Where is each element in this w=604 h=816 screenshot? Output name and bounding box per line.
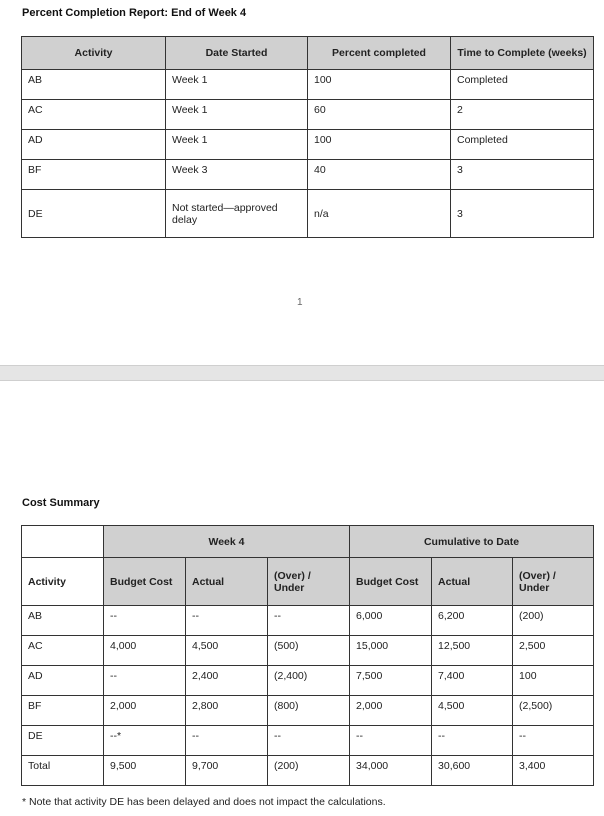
header-cum-actual: Actual bbox=[432, 558, 513, 606]
cell-week-over-under: (2,400) bbox=[268, 666, 350, 696]
cell-week-budget-cost: -- bbox=[104, 606, 186, 636]
cell-activity: AD bbox=[22, 130, 166, 160]
table-row bbox=[22, 130, 594, 160]
cell-cum-budget-cost: 6,000 bbox=[350, 606, 432, 636]
completion-report-title: Percent Completion Report: End of Week 4 bbox=[22, 7, 247, 19]
cell-cum-over-under: 3,400 bbox=[513, 756, 594, 786]
page-number: 1 bbox=[297, 297, 303, 308]
cell-activity: AB bbox=[22, 70, 166, 100]
cell-cum-actual: 7,400 bbox=[432, 666, 513, 696]
cell-week-actual: 9,700 bbox=[186, 756, 268, 786]
percent-completion-table bbox=[21, 36, 594, 238]
cell-date-started: Week 3 bbox=[166, 160, 308, 190]
header-week-4: Week 4 bbox=[104, 526, 350, 558]
cell-week-over-under: -- bbox=[268, 606, 350, 636]
cell-cum-actual: -- bbox=[432, 726, 513, 756]
cell-cum-over-under: 2,500 bbox=[513, 636, 594, 666]
cell-percent: 60 bbox=[308, 100, 451, 130]
cell-cum-budget-cost: 2,000 bbox=[350, 696, 432, 726]
cell-week-over-under: (200) bbox=[268, 756, 350, 786]
header-activity: Activity bbox=[22, 37, 166, 70]
cell-cum-budget-cost: 34,000 bbox=[350, 756, 432, 786]
cell-activity: BF bbox=[22, 696, 104, 726]
cell-week-actual: 4,500 bbox=[186, 636, 268, 666]
cell-date-started: Week 1 bbox=[166, 130, 308, 160]
cell-cum-actual: 30,600 bbox=[432, 756, 513, 786]
header-week-over-under: (Over) / Under bbox=[268, 558, 350, 606]
cell-cum-actual: 4,500 bbox=[432, 696, 513, 726]
header-week-budget-cost: Budget Cost bbox=[104, 558, 186, 606]
header-cum-budget-cost: Budget Cost bbox=[350, 558, 432, 606]
header-time-to-complete: Time to Complete (weeks) bbox=[451, 37, 594, 70]
cell-percent: 40 bbox=[308, 160, 451, 190]
cell-week-budget-cost: --* bbox=[104, 726, 186, 756]
cell-activity: BF bbox=[22, 160, 166, 190]
cell-week-actual: 2,800 bbox=[186, 696, 268, 726]
cell-activity: AC bbox=[22, 100, 166, 130]
cell-week-over-under: (500) bbox=[268, 636, 350, 666]
header-activity: Activity bbox=[22, 558, 104, 606]
cost-summary-title: Cost Summary bbox=[22, 497, 100, 509]
cell-week-budget-cost: 9,500 bbox=[104, 756, 186, 786]
cell-date-started: Week 1 bbox=[166, 100, 308, 130]
header-cum-over-under: (Over) / Under bbox=[513, 558, 594, 606]
cell-date-started: Not started—approved delay bbox=[166, 190, 308, 238]
cost-rows bbox=[22, 606, 594, 786]
cell-week-actual: -- bbox=[186, 606, 268, 636]
cell-cum-actual: 12,500 bbox=[432, 636, 513, 666]
table-row bbox=[22, 100, 594, 130]
header-date-started: Date Started bbox=[166, 37, 308, 70]
table-header-row bbox=[22, 558, 594, 606]
table-row bbox=[22, 666, 594, 696]
cell-cum-budget-cost: -- bbox=[350, 726, 432, 756]
table-row bbox=[22, 756, 594, 786]
cell-percent: 100 bbox=[308, 130, 451, 160]
table-row bbox=[22, 160, 594, 190]
header-blank bbox=[22, 526, 104, 558]
cell-activity: Total bbox=[22, 756, 104, 786]
cell-week-actual: 2,400 bbox=[186, 666, 268, 696]
cell-week-over-under: -- bbox=[268, 726, 350, 756]
table-row bbox=[22, 70, 594, 100]
cell-week-budget-cost: -- bbox=[104, 666, 186, 696]
cell-cum-budget-cost: 15,000 bbox=[350, 636, 432, 666]
cell-week-actual: -- bbox=[186, 726, 268, 756]
header-week-actual: Actual bbox=[186, 558, 268, 606]
cell-activity: AC bbox=[22, 636, 104, 666]
cell-cum-over-under: -- bbox=[513, 726, 594, 756]
page-separator bbox=[0, 365, 604, 381]
table-row bbox=[22, 636, 594, 666]
cell-activity: DE bbox=[22, 726, 104, 756]
cell-week-budget-cost: 4,000 bbox=[104, 636, 186, 666]
table-header-row bbox=[22, 37, 594, 70]
footnote: * Note that activity DE has been delayed and does not impact the calculations. bbox=[22, 796, 386, 808]
cell-time-to-complete: Completed bbox=[451, 70, 594, 100]
table-row bbox=[22, 726, 594, 756]
table-row bbox=[22, 190, 594, 238]
cell-cum-over-under: (2,500) bbox=[513, 696, 594, 726]
cell-activity: DE bbox=[22, 190, 166, 238]
cell-time-to-complete: 3 bbox=[451, 160, 594, 190]
cell-cum-actual: 6,200 bbox=[432, 606, 513, 636]
table-row bbox=[22, 696, 594, 726]
cell-cum-budget-cost: 7,500 bbox=[350, 666, 432, 696]
cell-activity: AD bbox=[22, 666, 104, 696]
cell-week-over-under: (800) bbox=[268, 696, 350, 726]
cell-percent: n/a bbox=[308, 190, 451, 238]
cell-activity: AB bbox=[22, 606, 104, 636]
cell-time-to-complete: 3 bbox=[451, 190, 594, 238]
header-percent-completed: Percent completed bbox=[308, 37, 451, 70]
cell-percent: 100 bbox=[308, 70, 451, 100]
table-row bbox=[22, 606, 594, 636]
cell-time-to-complete: 2 bbox=[451, 100, 594, 130]
header-cumulative: Cumulative to Date bbox=[350, 526, 594, 558]
cost-summary-table bbox=[21, 525, 594, 786]
cell-week-budget-cost: 2,000 bbox=[104, 696, 186, 726]
cell-cum-over-under: (200) bbox=[513, 606, 594, 636]
group-header-row bbox=[22, 526, 594, 558]
cell-date-started: Week 1 bbox=[166, 70, 308, 100]
cell-time-to-complete: Completed bbox=[451, 130, 594, 160]
cell-cum-over-under: 100 bbox=[513, 666, 594, 696]
